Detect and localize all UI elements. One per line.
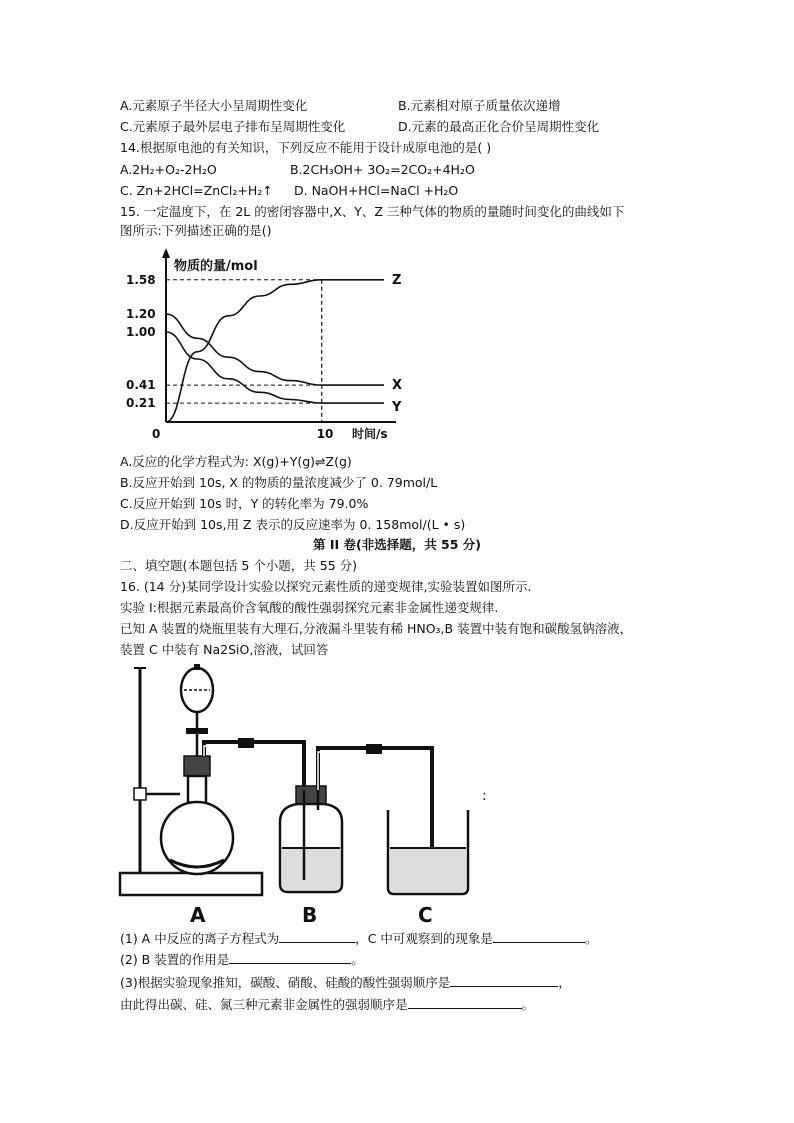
x-tick-label: 10 xyxy=(316,427,334,441)
q16-part-4-text-b: 。 xyxy=(521,997,535,1012)
q16-part-3-text-b: ， xyxy=(558,975,571,990)
section-2-header: 二、填空题(本题包括 5 个小题，共 55 分) xyxy=(120,558,358,573)
label-c: C xyxy=(418,903,433,927)
q14-option-b: B.2CH₃OH+ 3O₂=2CO₂+4H₂O xyxy=(290,162,475,177)
y-tick-label: 1.20 xyxy=(126,307,156,321)
q16-part-3-text-a: (3)根据实验现象推知，碳酸、硝酸、硅酸的酸性强弱顺序是 xyxy=(120,975,451,990)
answer-blank-5[interactable] xyxy=(408,994,522,1009)
y-tick-label: 0.41 xyxy=(126,378,156,393)
q16-known-1: 已知 A 装置的烧瓶里装有大理石,分液漏斗里装有稀 HNO₃,B 装置中装有饱和碳酸氢钠溶液， xyxy=(120,621,633,636)
q15-option-c: C.反应开始到 10s 时，Y 的转化率为 79.0% xyxy=(120,496,369,511)
q16-known-2: 装置 C 中装有 Na2SiO,溶液，试回答 xyxy=(120,642,329,657)
series-label-z: Z xyxy=(392,272,402,288)
q14-stem: 14.根据原电池的有关知识，下列反应不能用于设计成原电池的是( ) xyxy=(120,140,492,155)
q16-part-4 xyxy=(120,994,534,1015)
q16-part-3 xyxy=(120,972,571,993)
section-2-title: 第 II 卷(非选择题，共 55 分) xyxy=(312,537,482,552)
series-line-y xyxy=(166,332,384,403)
label-b: B xyxy=(302,903,318,927)
answer-blank-4[interactable] xyxy=(450,972,558,987)
q16-part-1 xyxy=(120,928,597,949)
q14-option-a: A.2H₂+O₂-2H₂O xyxy=(120,162,217,177)
q15-option-b: B.反应开始到 10s, X 的物质的量浓度减少了 0. 79mol/L xyxy=(120,475,438,490)
q16-part-1-text-a: (1) A 中反应的离子方程式为 xyxy=(120,931,280,946)
q13-option-c: C.元素原子最外层电子排布呈周期性变化 xyxy=(120,119,346,134)
y-tick-label: 1.58 xyxy=(126,272,156,287)
q14-option-c: C. Zn+2HCl=ZnCl₂+H₂↑ xyxy=(120,183,273,198)
q16-part-4-text-a: 由此得出碳、硅、氮三种元素非金属性的强弱顺序是 xyxy=(120,997,408,1012)
q13-option-a: A.元素原子半径大小呈周期性变化 xyxy=(120,98,308,113)
y-axis-label: 物质的量/mol xyxy=(174,259,258,274)
q16-part-1-text-c: 。 xyxy=(584,931,598,946)
y-tick-label: 1.00 xyxy=(126,325,156,339)
series-line-x xyxy=(166,314,384,385)
q13-option-b: B.元素相对原子质量依次递增 xyxy=(398,98,561,113)
q16-part-2 xyxy=(120,949,364,970)
x-tick-label: 0 xyxy=(152,427,161,441)
q15-stem-2: 图所示:下列描述正确的是() xyxy=(120,223,272,238)
answer-blank-3[interactable] xyxy=(229,949,351,964)
q14-option-d: D. NaOH+HCl=NaCl +H₂O xyxy=(294,183,459,198)
label-a: A xyxy=(190,903,206,927)
answer-blank-2[interactable] xyxy=(493,928,585,943)
q15-option-d: D.反应开始到 10s,用 Z 表示的反应速率为 0. 158mol/(L • s) xyxy=(120,517,466,532)
series-line-z xyxy=(166,280,384,422)
answer-blank-1[interactable] xyxy=(279,928,355,943)
q15-stem-1: 15. 一定温度下，在 2L 的密闭容器中,X、Y、Z 三种气体的物质的量随时间变化的曲线如下 xyxy=(120,204,625,219)
x-axis-label: 时间/s xyxy=(352,427,388,441)
q16-part-1-text-b: ，C 中可观察到的现象是 xyxy=(355,931,493,946)
series-label-y: Y xyxy=(392,400,402,416)
q16-part-2-text-b: 。 xyxy=(351,952,364,967)
y-tick-label: 0.21 xyxy=(126,396,156,411)
q16-experiment-1: 实验 I:根据元素最高价含氧酸的酸性强弱探究元素非金属性递变规律. xyxy=(120,600,499,615)
q15-option-a: A.反应的化学方程式为: X(g)+Y(g)⇌Z(g) xyxy=(120,454,352,469)
apparatus-diagram xyxy=(112,660,492,928)
svg-text::: : xyxy=(482,788,487,804)
q16-part-2-text-a: (2) B 装置的作用是 xyxy=(120,952,230,967)
q13-option-d: D.元素的最高正化合价呈周期性变化 xyxy=(398,119,600,134)
amount-vs-time-chart xyxy=(118,244,418,444)
series-label-x: X xyxy=(392,378,403,394)
y-axis-arrow xyxy=(162,248,170,258)
q16-intro: 16. (14 分)某同学设计实验以探究元素性质的递变规律,实验装置如图所示. xyxy=(120,579,532,594)
